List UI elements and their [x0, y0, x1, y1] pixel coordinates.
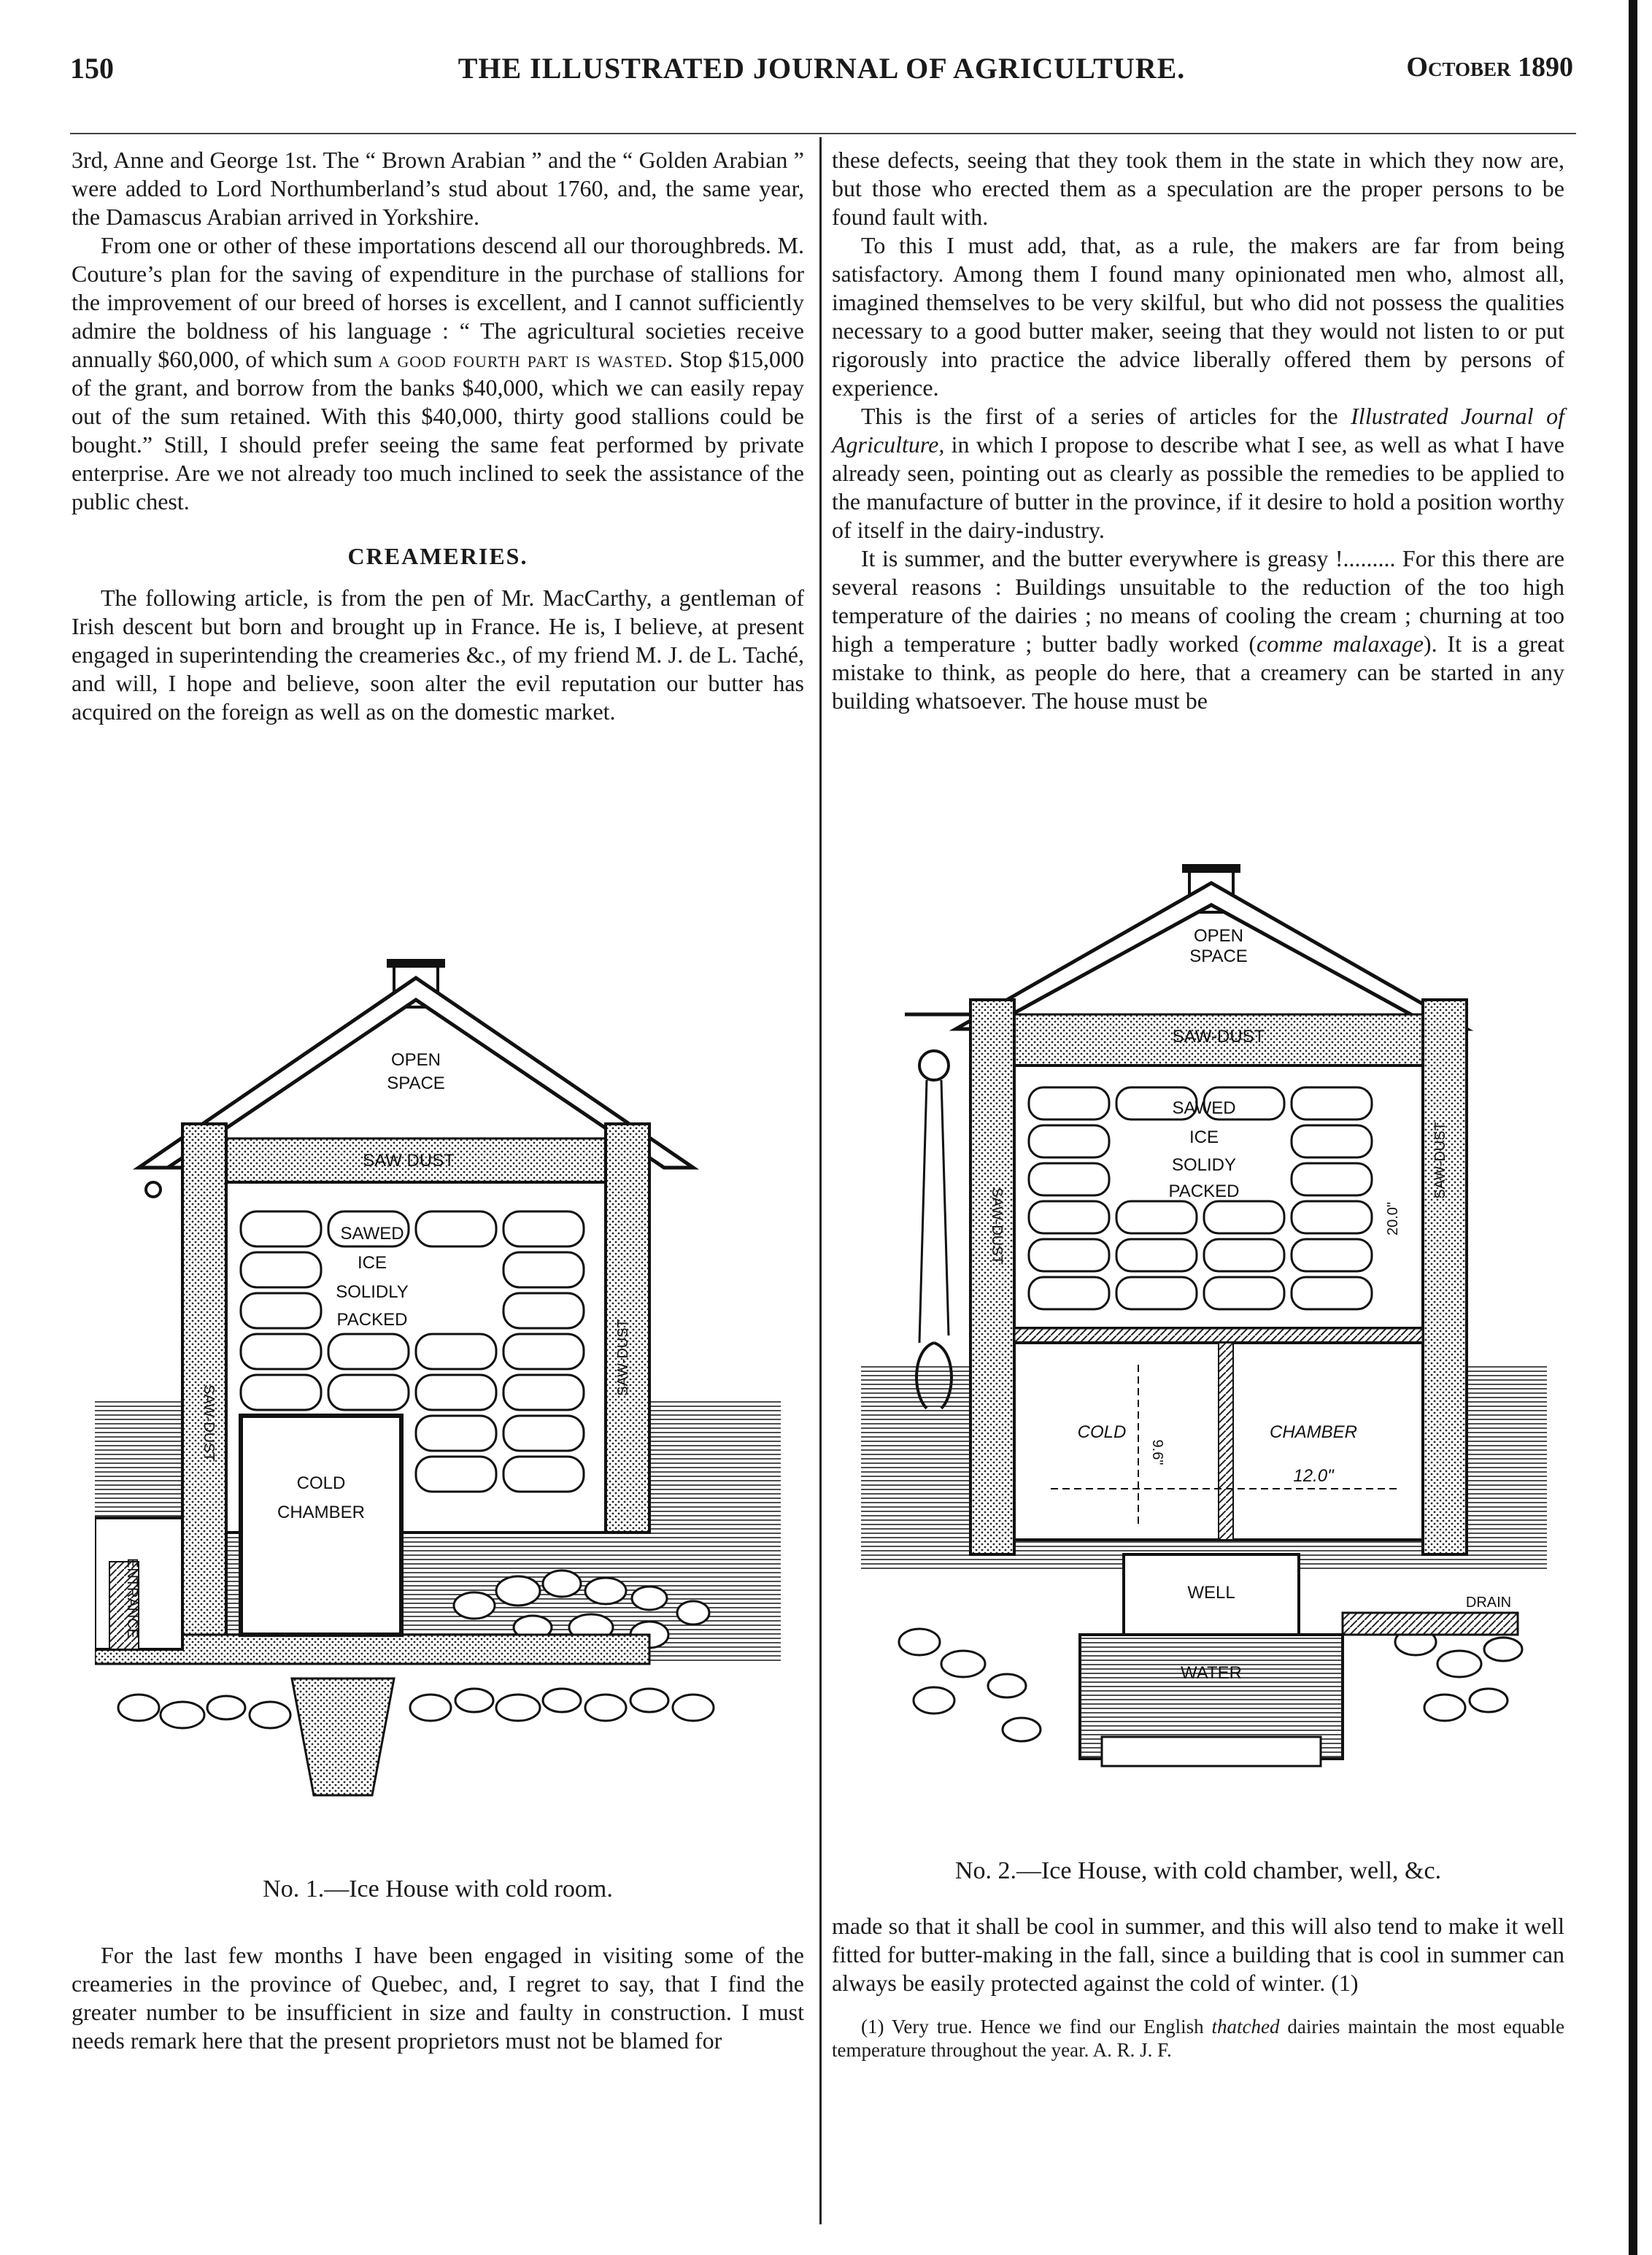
label-packed: PACKED: [336, 1310, 408, 1330]
label-cold: COLD: [1077, 1422, 1127, 1442]
right-column-top: [832, 146, 1564, 715]
label-solidly: SOLIDY: [1171, 1155, 1237, 1175]
paragraph: This is the first of a series of articles for the Illustrated Journal of Agriculture, in which I propose to describe what I see, as well as what I have already seen, pointing out as clearly as possible the remedies to be applied to the manufacture of butter in the province, if it desire to hold a position worthy of itself in the dairy-industry.: [832, 403, 1565, 543]
label-water: WATER: [1181, 1663, 1242, 1683]
label-chamber: CHAMBER: [277, 1503, 366, 1522]
figure-1-caption: No. 1.—Ice House with cold room.: [263, 1876, 613, 1903]
header-rule: [70, 133, 1576, 134]
label-packed: PACKED: [1168, 1182, 1240, 1201]
label-chamber: CHAMBER: [1269, 1422, 1358, 1442]
label-open: OPEN: [1193, 926, 1244, 946]
label-sawed: SAWED: [1172, 1098, 1236, 1118]
label-sawdust-left: SAW-DUST: [201, 1384, 217, 1462]
label-sawdust-right: SAW-DUST: [1432, 1122, 1448, 1199]
label-well: WELL: [1187, 1583, 1235, 1603]
label-ice: ICE: [357, 1253, 387, 1273]
left-column-top: [72, 146, 804, 726]
label-depth: 9.6": [1149, 1439, 1165, 1465]
label-sawed: SAWED: [340, 1224, 404, 1244]
paragraph: It is summer, and the butter everywhere is greasy !......... For this there are several reasons : Buildings unsuitable to the reduction of the too high temperature of the dairies ; no means of cooling the cream ; churning at too high a temperature ; butter badly worked (comme malaxage). It is a great mistake to think, as people do here, that a creamery can be started in any building whatsoever. The house must be: [832, 545, 1564, 714]
page-number: 150: [70, 52, 114, 85]
label-sawdust-top: SAW-DUST: [1172, 1027, 1265, 1046]
label-sawdust-top: SAW DUST: [363, 1151, 455, 1171]
label-entrance: ENTRANCE: [124, 1557, 140, 1639]
paragraph: For the last few months I have been engaged in visiting some of the creameries in the province of Quebec, and, I regret to say, that I find the greater number to be insufficient in size and faulty in construction. I must needs remark here that the present proprietors must not be blamed for: [72, 1942, 804, 2054]
paragraph: To this I must add, that, as a rule, the makers are far from being satisfactory. Among them I found many opinionated men who, almost all, imagined themselves to be very skilful, but who did not possess the qualities necessary to a good butter maker, seeing that they would not listen to or put rigorously into practice the advice liberally offered them by persons of experience.: [832, 232, 1564, 401]
issue-date: October 1890: [1406, 52, 1573, 82]
running-header: [70, 51, 1573, 102]
figure-1-ice-house: [95, 949, 781, 1839]
paragraph: The following article, is from the pen of Mr. MacCarthy, a gentleman of Irish descent but born and brought up in France. He is, I believe, at present engaged in superintending the creameries &c., of my friend M. J. de L. Taché, and will, I hope and believe, soon alter the evil reputation our butter has acquired on the foreign as well as on the domestic market.: [72, 585, 804, 725]
section-heading: CREAMERIES.: [347, 543, 528, 569]
label-space: SPACE: [387, 1073, 445, 1093]
label-cold: COLD: [296, 1473, 346, 1493]
label-ice: ICE: [1189, 1128, 1219, 1147]
label-solidly: SOLIDLY: [336, 1282, 409, 1302]
journal-title: THE ILLUSTRATED JOURNAL OF AGRICULTURE.: [458, 52, 1186, 85]
paragraph: From one or other of these importations descend all our thoroughbreds. M. Couture’s plan for the saving of expenditure in the purchase of stallions for the improvement of our breed of horses is excellent, and I cannot sufficiently admire the boldness of his language : “ The agricultural societies receive annually $60,000, of which sum a good fourth part is wasted. Stop $15,000 of the grant, and borrow from the banks $40,000, which we can easily repay out of the sum retained. With this $40,000, thirty good stallions could be bought.” Still, I should prefer seeing the same feat performed by private enterprise. Are we not already too much inclined to seek the assistance of the public chest.: [72, 232, 804, 514]
figure-2-ice-house: [861, 839, 1547, 1846]
label-drain: DRAIN: [1465, 1595, 1512, 1611]
page-edge-rule: [1629, 0, 1637, 2255]
footnote: (1) Very true. Hence we find our English thatched dairies maintain the most equable temperature throughout the year. A. R. J. F.: [832, 2016, 1564, 2061]
column-divider: [819, 137, 822, 2224]
paragraph: made so that it shall be cool in summer, and this will also tend to make it well fitted for butter-making in the fall, since a building that is cool in summer can always be easily protected against the cold of winter. (1): [832, 1913, 1564, 1996]
left-column-bottom: [72, 1941, 804, 2055]
label-sawdust-right: SAW-DUST: [615, 1319, 631, 1396]
paragraph: 3rd, Anne and George 1st. The “ Brown Arabian ” and the “ Golden Arabian ” were added to Lord Northumberland’s stud about 1760, and, the same year, the Damascus Arabian arrived in Yorkshire.: [72, 147, 804, 230]
right-column-bottom: [832, 1912, 1564, 2062]
paragraph: these defects, seeing that they took them in the state in which they now are, but those who erected them as a speculation are the proper persons to be found fault with.: [832, 147, 1564, 230]
label-space: SPACE: [1189, 947, 1248, 966]
label-sawdust-left: SAW-DUST: [989, 1187, 1005, 1265]
figure-2-caption: No. 2.—Ice House, with cold chamber, well, &c.: [954, 1857, 1442, 1884]
label-open: OPEN: [390, 1050, 441, 1070]
label-width: 12.0": [1293, 1466, 1334, 1486]
label-height: 20.0": [1385, 1201, 1401, 1236]
